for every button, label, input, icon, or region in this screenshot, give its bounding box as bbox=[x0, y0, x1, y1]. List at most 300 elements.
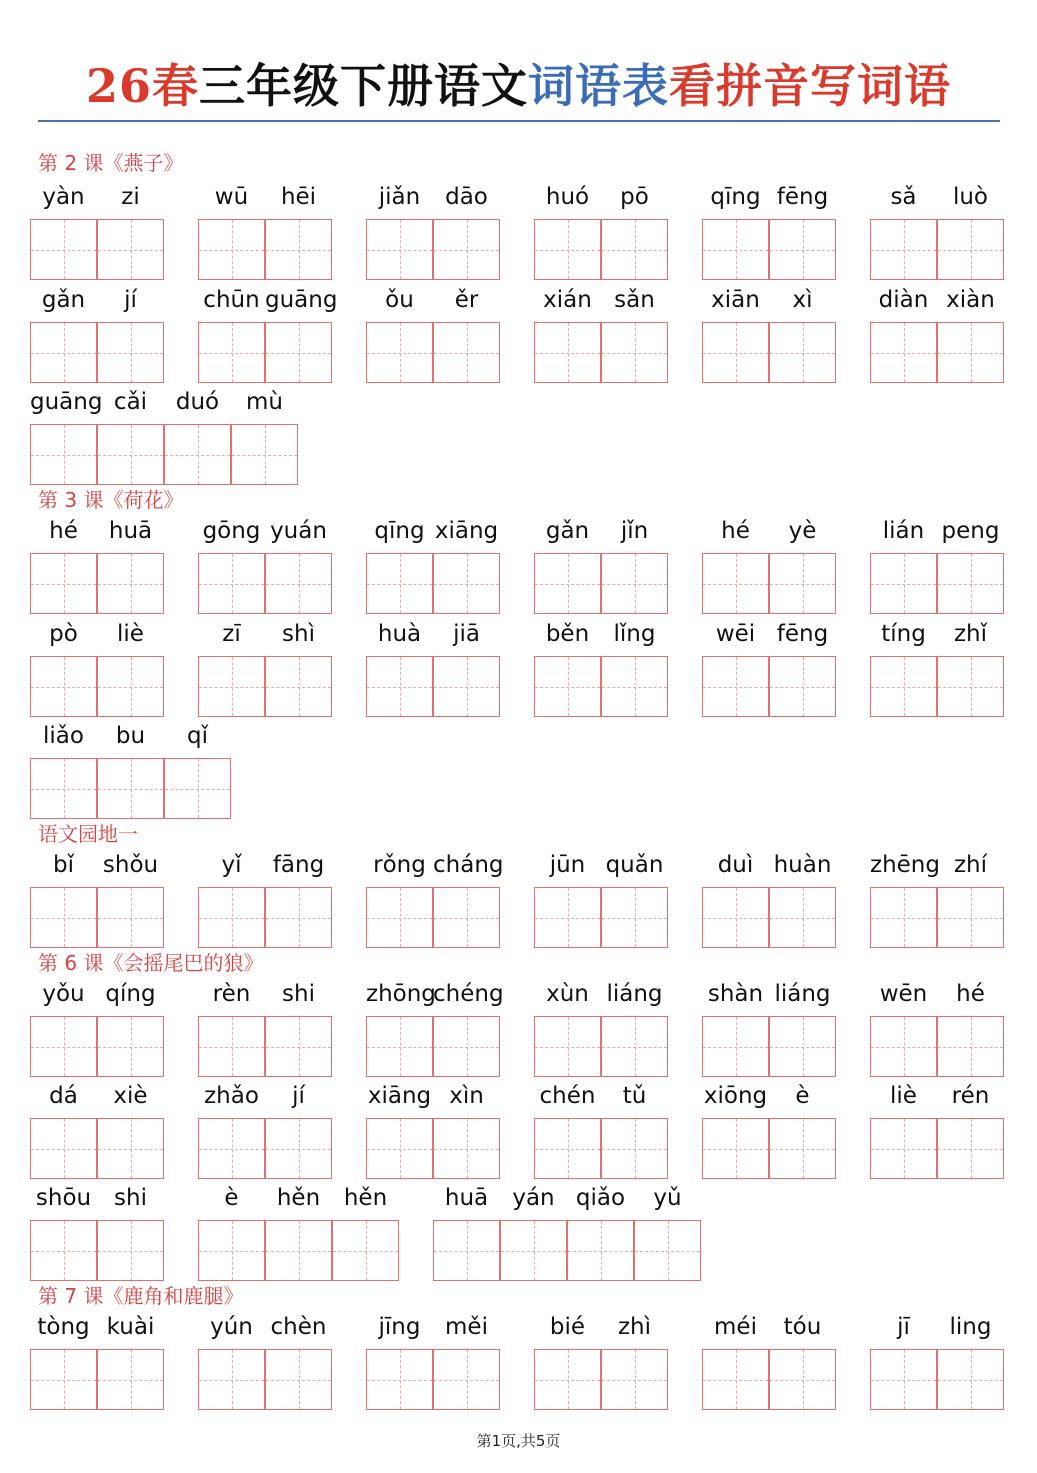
pinyin-label: huàn bbox=[773, 852, 832, 878]
tianzige-writing-box[interactable] bbox=[198, 887, 265, 948]
box-horizontal-guide bbox=[871, 1149, 936, 1150]
box-horizontal-guide bbox=[266, 1149, 331, 1150]
tianzige-writing-box[interactable] bbox=[433, 1118, 500, 1179]
tianzige-writing-box[interactable] bbox=[937, 1016, 1004, 1077]
box-horizontal-guide bbox=[434, 1047, 499, 1048]
box-horizontal-guide bbox=[165, 455, 230, 456]
pinyin-label: guāng bbox=[265, 287, 338, 313]
pinyin-label: xiāng bbox=[367, 1083, 432, 1109]
tianzige-writing-box[interactable] bbox=[534, 656, 601, 717]
page-footer: 第1页,共5页 bbox=[476, 1432, 561, 1450]
pinyin-label: qiǎo bbox=[575, 1185, 626, 1211]
pinyin-label: bǐ bbox=[53, 852, 74, 878]
pinyin-label: qǐ bbox=[187, 723, 208, 749]
pinyin-label: jiǎn bbox=[378, 184, 421, 210]
box-horizontal-guide bbox=[367, 687, 432, 688]
box-horizontal-guide bbox=[871, 918, 936, 919]
tianzige-writing-box[interactable] bbox=[769, 322, 836, 383]
box-horizontal-guide bbox=[770, 1149, 835, 1150]
box-horizontal-guide bbox=[602, 584, 667, 585]
pinyin-label: jǐn bbox=[620, 518, 649, 544]
pinyin-label: xián bbox=[543, 287, 592, 313]
tianzige-writing-box[interactable] bbox=[601, 553, 668, 614]
pinyin-label: fāng bbox=[272, 852, 325, 878]
pinyin-label: yàn bbox=[42, 184, 85, 210]
pinyin-label: gǎn bbox=[41, 287, 86, 313]
pinyin-label: méi bbox=[714, 1314, 757, 1340]
box-horizontal-guide bbox=[703, 250, 768, 251]
pinyin-label: xiāng bbox=[434, 518, 499, 544]
pinyin-label: sǎn bbox=[614, 287, 655, 313]
pinyin-label: lǐng bbox=[613, 621, 656, 647]
tianzige-writing-box[interactable] bbox=[366, 887, 433, 948]
tianzige-writing-box[interactable] bbox=[937, 553, 1004, 614]
tianzige-writing-box[interactable] bbox=[870, 1118, 937, 1179]
tianzige-writing-box[interactable] bbox=[534, 322, 601, 383]
tianzige-writing-box[interactable] bbox=[198, 1118, 265, 1179]
tianzige-writing-box[interactable] bbox=[769, 887, 836, 948]
tianzige-writing-box[interactable] bbox=[164, 758, 231, 819]
tianzige-writing-box[interactable] bbox=[769, 1349, 836, 1410]
box-horizontal-guide bbox=[938, 1047, 1003, 1048]
tianzige-writing-box[interactable] bbox=[702, 219, 769, 280]
pinyin-label: yún bbox=[210, 1314, 253, 1340]
tianzige-writing-box[interactable] bbox=[198, 1016, 265, 1077]
title-divider bbox=[38, 120, 1000, 122]
pinyin-label: cháng bbox=[433, 852, 504, 878]
box-horizontal-guide bbox=[871, 584, 936, 585]
pinyin-label: huā bbox=[108, 518, 153, 544]
lesson-heading: 语文园地一 bbox=[38, 822, 138, 846]
pinyin-label: zhǎo bbox=[204, 1083, 259, 1109]
pinyin-label: è bbox=[795, 1083, 810, 1109]
title-segment: 看拼音写词语 bbox=[669, 59, 951, 113]
box-horizontal-guide bbox=[871, 687, 936, 688]
box-horizontal-guide bbox=[31, 1047, 96, 1048]
pinyin-label: huà bbox=[377, 621, 422, 647]
pinyin-label: chèn bbox=[270, 1314, 327, 1340]
pinyin-label: chéng bbox=[433, 981, 504, 1007]
tianzige-writing-box[interactable] bbox=[534, 553, 601, 614]
box-horizontal-guide bbox=[602, 353, 667, 354]
tianzige-writing-box[interactable] bbox=[937, 322, 1004, 383]
box-horizontal-guide bbox=[199, 1047, 264, 1048]
tianzige-writing-box[interactable] bbox=[433, 219, 500, 280]
tianzige-writing-box[interactable] bbox=[265, 1220, 332, 1281]
box-horizontal-guide bbox=[98, 584, 163, 585]
tianzige-writing-box[interactable] bbox=[769, 219, 836, 280]
pinyin-label: pō bbox=[620, 184, 649, 210]
pinyin-label: duì bbox=[717, 852, 754, 878]
box-horizontal-guide bbox=[266, 1251, 331, 1252]
tianzige-writing-box[interactable] bbox=[433, 322, 500, 383]
tianzige-writing-box[interactable] bbox=[937, 1349, 1004, 1410]
box-horizontal-guide bbox=[98, 1149, 163, 1150]
box-horizontal-guide bbox=[434, 1380, 499, 1381]
tianzige-writing-box[interactable] bbox=[198, 1349, 265, 1410]
box-horizontal-guide bbox=[434, 250, 499, 251]
pinyin-label: tóu bbox=[783, 1314, 822, 1340]
box-horizontal-guide bbox=[938, 1380, 1003, 1381]
tianzige-writing-box[interactable] bbox=[567, 1220, 634, 1281]
tianzige-writing-box[interactable] bbox=[198, 219, 265, 280]
tianzige-writing-box[interactable] bbox=[30, 656, 97, 717]
box-horizontal-guide bbox=[602, 1047, 667, 1048]
tianzige-writing-box[interactable] bbox=[332, 1220, 399, 1281]
pinyin-label: rén bbox=[951, 1083, 990, 1109]
tianzige-writing-box[interactable] bbox=[30, 1220, 97, 1281]
tianzige-writing-box[interactable] bbox=[870, 322, 937, 383]
lesson-heading: 第 6 课《会摇尾巴的狼》 bbox=[38, 951, 264, 975]
box-horizontal-guide bbox=[31, 1251, 96, 1252]
pinyin-label: peng bbox=[941, 518, 1000, 544]
pinyin-label: shi bbox=[114, 1185, 147, 1211]
pinyin-label: mù bbox=[246, 389, 283, 415]
box-horizontal-guide bbox=[535, 1149, 600, 1150]
tianzige-writing-box[interactable] bbox=[702, 322, 769, 383]
box-horizontal-guide bbox=[938, 918, 1003, 919]
pinyin-label: jiā bbox=[453, 621, 480, 647]
tianzige-writing-box[interactable] bbox=[366, 219, 433, 280]
pinyin-label: shǒu bbox=[102, 852, 159, 878]
pinyin-label: ěr bbox=[454, 287, 479, 313]
pinyin-label: quǎn bbox=[605, 852, 664, 878]
box-horizontal-guide bbox=[703, 1380, 768, 1381]
box-horizontal-guide bbox=[938, 687, 1003, 688]
box-horizontal-guide bbox=[434, 1149, 499, 1150]
tianzige-writing-box[interactable] bbox=[601, 1118, 668, 1179]
tianzige-writing-box[interactable] bbox=[97, 219, 164, 280]
tianzige-writing-box[interactable] bbox=[601, 1349, 668, 1410]
box-horizontal-guide bbox=[266, 1380, 331, 1381]
box-horizontal-guide bbox=[938, 584, 1003, 585]
box-horizontal-guide bbox=[535, 1047, 600, 1048]
box-horizontal-guide bbox=[770, 918, 835, 919]
tianzige-writing-box[interactable] bbox=[769, 656, 836, 717]
box-horizontal-guide bbox=[98, 687, 163, 688]
tianzige-writing-box[interactable] bbox=[433, 553, 500, 614]
box-horizontal-guide bbox=[31, 1149, 96, 1150]
pinyin-label: fēng bbox=[776, 621, 829, 647]
tianzige-writing-box[interactable] bbox=[870, 553, 937, 614]
pinyin-label: yán bbox=[512, 1185, 555, 1211]
pinyin-label: ling bbox=[949, 1314, 992, 1340]
pinyin-label: duó bbox=[175, 389, 220, 415]
title-segment: 26春 bbox=[85, 59, 199, 113]
box-horizontal-guide bbox=[98, 250, 163, 251]
box-horizontal-guide bbox=[770, 584, 835, 585]
tianzige-writing-box[interactable] bbox=[433, 1349, 500, 1410]
box-horizontal-guide bbox=[703, 584, 768, 585]
pinyin-label: xiān bbox=[711, 287, 760, 313]
pinyin-label: gǎn bbox=[545, 518, 590, 544]
tianzige-writing-box[interactable] bbox=[870, 887, 937, 948]
box-horizontal-guide bbox=[31, 789, 96, 790]
pinyin-label: cǎi bbox=[113, 389, 148, 415]
pinyin-label: hěn bbox=[276, 1185, 321, 1211]
tianzige-writing-box[interactable] bbox=[366, 1118, 433, 1179]
tianzige-writing-box[interactable] bbox=[198, 656, 265, 717]
box-horizontal-guide bbox=[367, 1047, 432, 1048]
tianzige-writing-box[interactable] bbox=[30, 322, 97, 383]
tianzige-writing-box[interactable] bbox=[97, 322, 164, 383]
pinyin-label: chūn bbox=[203, 287, 260, 313]
box-horizontal-guide bbox=[535, 584, 600, 585]
lesson-heading: 第 7 课《鹿角和鹿腿》 bbox=[38, 1284, 244, 1308]
tianzige-writing-box[interactable] bbox=[198, 1220, 265, 1281]
box-horizontal-guide bbox=[266, 250, 331, 251]
tianzige-writing-box[interactable] bbox=[30, 424, 97, 485]
box-horizontal-guide bbox=[434, 353, 499, 354]
box-horizontal-guide bbox=[635, 1251, 700, 1252]
pinyin-label: xì bbox=[792, 287, 813, 313]
tianzige-writing-box[interactable] bbox=[769, 1016, 836, 1077]
pinyin-label: dá bbox=[49, 1083, 78, 1109]
tianzige-writing-box[interactable] bbox=[702, 1118, 769, 1179]
pinyin-label: běn bbox=[545, 621, 590, 647]
box-horizontal-guide bbox=[98, 455, 163, 456]
box-horizontal-guide bbox=[31, 250, 96, 251]
pinyin-label: liè bbox=[117, 621, 144, 647]
tianzige-writing-box[interactable] bbox=[265, 887, 332, 948]
pinyin-label: bu bbox=[115, 723, 146, 749]
box-horizontal-guide bbox=[333, 1251, 398, 1252]
tianzige-writing-box[interactable] bbox=[366, 553, 433, 614]
box-horizontal-guide bbox=[501, 1251, 566, 1252]
tianzige-writing-box[interactable] bbox=[265, 322, 332, 383]
tianzige-writing-box[interactable] bbox=[366, 656, 433, 717]
tianzige-writing-box[interactable] bbox=[30, 1118, 97, 1179]
tianzige-writing-box[interactable] bbox=[366, 1349, 433, 1410]
title-segment: 词语表 bbox=[528, 59, 669, 113]
pinyin-label: hé bbox=[956, 981, 985, 1007]
box-horizontal-guide bbox=[602, 1149, 667, 1150]
tianzige-writing-box[interactable] bbox=[198, 322, 265, 383]
tianzige-writing-box[interactable] bbox=[702, 656, 769, 717]
box-horizontal-guide bbox=[938, 1149, 1003, 1150]
box-horizontal-guide bbox=[31, 687, 96, 688]
tianzige-writing-box[interactable] bbox=[97, 1016, 164, 1077]
tianzige-writing-box[interactable] bbox=[97, 887, 164, 948]
tianzige-writing-box[interactable] bbox=[30, 1349, 97, 1410]
tianzige-writing-box[interactable] bbox=[97, 1349, 164, 1410]
box-horizontal-guide bbox=[266, 1047, 331, 1048]
tianzige-writing-box[interactable] bbox=[265, 1016, 332, 1077]
box-horizontal-guide bbox=[703, 918, 768, 919]
box-horizontal-guide bbox=[703, 353, 768, 354]
tianzige-writing-box[interactable] bbox=[601, 887, 668, 948]
tianzige-writing-box[interactable] bbox=[97, 656, 164, 717]
pinyin-label: xiàn bbox=[946, 287, 995, 313]
box-horizontal-guide bbox=[535, 918, 600, 919]
tianzige-writing-box[interactable] bbox=[870, 219, 937, 280]
box-horizontal-guide bbox=[871, 1380, 936, 1381]
tianzige-writing-box[interactable] bbox=[937, 219, 1004, 280]
box-horizontal-guide bbox=[703, 1149, 768, 1150]
tianzige-writing-box[interactable] bbox=[433, 887, 500, 948]
pinyin-label: xùn bbox=[546, 981, 589, 1007]
tianzige-writing-box[interactable] bbox=[534, 887, 601, 948]
tianzige-writing-box[interactable] bbox=[366, 1016, 433, 1077]
box-horizontal-guide bbox=[770, 1380, 835, 1381]
tianzige-writing-box[interactable] bbox=[30, 219, 97, 280]
box-horizontal-guide bbox=[98, 1047, 163, 1048]
pinyin-label: yǔ bbox=[653, 1185, 682, 1211]
tianzige-writing-box[interactable] bbox=[937, 1118, 1004, 1179]
pinyin-label: zhì bbox=[617, 1314, 652, 1340]
box-horizontal-guide bbox=[266, 687, 331, 688]
pinyin-label: zhōng bbox=[366, 981, 436, 1007]
tianzige-writing-box[interactable] bbox=[634, 1220, 701, 1281]
pinyin-label: zhí bbox=[953, 852, 988, 878]
tianzige-writing-box[interactable] bbox=[500, 1220, 567, 1281]
pinyin-label: shi bbox=[282, 981, 315, 1007]
pinyin-label: qīng bbox=[710, 184, 761, 210]
tianzige-writing-box[interactable] bbox=[231, 424, 298, 485]
pinyin-label: qíng bbox=[105, 981, 156, 1007]
tianzige-writing-box[interactable] bbox=[198, 553, 265, 614]
box-horizontal-guide bbox=[31, 918, 96, 919]
box-horizontal-guide bbox=[535, 1380, 600, 1381]
pinyin-label: měi bbox=[445, 1314, 488, 1340]
box-horizontal-guide bbox=[199, 353, 264, 354]
tianzige-writing-box[interactable] bbox=[937, 656, 1004, 717]
tianzige-writing-box[interactable] bbox=[534, 1349, 601, 1410]
pinyin-label: wū bbox=[214, 184, 249, 210]
tianzige-writing-box[interactable] bbox=[30, 758, 97, 819]
pinyin-label: liáng bbox=[606, 981, 663, 1007]
tianzige-writing-box[interactable] bbox=[702, 553, 769, 614]
pinyin-label: yuán bbox=[270, 518, 327, 544]
box-horizontal-guide bbox=[199, 584, 264, 585]
pinyin-label: jīng bbox=[378, 1314, 421, 1340]
box-horizontal-guide bbox=[602, 250, 667, 251]
box-horizontal-guide bbox=[199, 918, 264, 919]
box-horizontal-guide bbox=[367, 250, 432, 251]
pinyin-label: dāo bbox=[445, 184, 488, 210]
box-horizontal-guide bbox=[434, 584, 499, 585]
box-horizontal-guide bbox=[165, 789, 230, 790]
tianzige-writing-box[interactable] bbox=[265, 1118, 332, 1179]
box-horizontal-guide bbox=[199, 1380, 264, 1381]
pinyin-label: è bbox=[224, 1185, 239, 1211]
tianzige-writing-box[interactable] bbox=[30, 1016, 97, 1077]
tianzige-writing-box[interactable] bbox=[265, 656, 332, 717]
pinyin-label: shàn bbox=[707, 981, 764, 1007]
box-horizontal-guide bbox=[199, 1251, 264, 1252]
box-horizontal-guide bbox=[602, 918, 667, 919]
tianzige-writing-box[interactable] bbox=[97, 424, 164, 485]
tianzige-writing-box[interactable] bbox=[601, 322, 668, 383]
box-horizontal-guide bbox=[602, 1380, 667, 1381]
box-horizontal-guide bbox=[98, 1251, 163, 1252]
box-horizontal-guide bbox=[535, 353, 600, 354]
tianzige-writing-box[interactable] bbox=[534, 219, 601, 280]
box-horizontal-guide bbox=[703, 687, 768, 688]
tianzige-writing-box[interactable] bbox=[702, 1016, 769, 1077]
tianzige-writing-box[interactable] bbox=[601, 219, 668, 280]
tianzige-writing-box[interactable] bbox=[30, 887, 97, 948]
box-horizontal-guide bbox=[568, 1251, 633, 1252]
pinyin-label: zhēng bbox=[870, 852, 940, 878]
tianzige-writing-box[interactable] bbox=[769, 1118, 836, 1179]
box-horizontal-guide bbox=[199, 1149, 264, 1150]
pinyin-label: tíng bbox=[881, 621, 926, 647]
tianzige-writing-box[interactable] bbox=[601, 1016, 668, 1077]
tianzige-writing-box[interactable] bbox=[30, 553, 97, 614]
pinyin-label: shōu bbox=[35, 1185, 92, 1211]
box-horizontal-guide bbox=[434, 687, 499, 688]
pinyin-label: yè bbox=[788, 518, 817, 544]
tianzige-writing-box[interactable] bbox=[702, 1349, 769, 1410]
pinyin-label: hé bbox=[721, 518, 750, 544]
pinyin-label: liǎo bbox=[43, 723, 84, 749]
tianzige-writing-box[interactable] bbox=[702, 887, 769, 948]
tianzige-writing-box[interactable] bbox=[97, 553, 164, 614]
pinyin-label: rǒng bbox=[373, 852, 426, 878]
box-horizontal-guide bbox=[770, 250, 835, 251]
tianzige-writing-box[interactable] bbox=[97, 1220, 164, 1281]
tianzige-writing-box[interactable] bbox=[265, 219, 332, 280]
pinyin-label: huā bbox=[444, 1185, 489, 1211]
pinyin-label: fēng bbox=[776, 184, 829, 210]
pinyin-label: hé bbox=[49, 518, 78, 544]
tianzige-writing-box[interactable] bbox=[870, 1016, 937, 1077]
pinyin-label: zhǐ bbox=[953, 621, 988, 647]
tianzige-writing-box[interactable] bbox=[97, 1118, 164, 1179]
box-horizontal-guide bbox=[770, 687, 835, 688]
tianzige-writing-box[interactable] bbox=[433, 1016, 500, 1077]
tianzige-writing-box[interactable] bbox=[265, 553, 332, 614]
pinyin-label: yǐ bbox=[221, 852, 242, 878]
box-horizontal-guide bbox=[434, 1251, 499, 1252]
pinyin-label: lián bbox=[882, 518, 925, 544]
pinyin-label: yǒu bbox=[42, 981, 85, 1007]
pinyin-label: bié bbox=[549, 1314, 586, 1340]
box-horizontal-guide bbox=[232, 455, 297, 456]
page-title bbox=[0, 56, 1037, 120]
tianzige-writing-box[interactable] bbox=[769, 553, 836, 614]
tianzige-writing-box[interactable] bbox=[265, 1349, 332, 1410]
tianzige-writing-box[interactable] bbox=[870, 656, 937, 717]
pinyin-label: jūn bbox=[549, 852, 586, 878]
pinyin-label: jī bbox=[897, 1314, 910, 1340]
tianzige-writing-box[interactable] bbox=[97, 758, 164, 819]
tianzige-writing-box[interactable] bbox=[534, 1016, 601, 1077]
tianzige-writing-box[interactable] bbox=[601, 656, 668, 717]
pinyin-label: guāng bbox=[30, 389, 103, 415]
tianzige-writing-box[interactable] bbox=[870, 1349, 937, 1410]
box-horizontal-guide bbox=[98, 353, 163, 354]
box-horizontal-guide bbox=[871, 250, 936, 251]
box-horizontal-guide bbox=[367, 353, 432, 354]
box-horizontal-guide bbox=[31, 584, 96, 585]
pinyin-label: ǒu bbox=[385, 287, 414, 313]
pinyin-label: liáng bbox=[774, 981, 831, 1007]
pinyin-label: xiè bbox=[113, 1083, 148, 1109]
tianzige-writing-box[interactable] bbox=[366, 322, 433, 383]
tianzige-writing-box[interactable] bbox=[433, 1220, 500, 1281]
tianzige-writing-box[interactable] bbox=[534, 1118, 601, 1179]
lesson-heading: 第 3 课《荷花》 bbox=[38, 488, 184, 512]
pinyin-label: zī bbox=[222, 621, 241, 647]
pinyin-label: diàn bbox=[878, 287, 929, 313]
box-horizontal-guide bbox=[31, 455, 96, 456]
pinyin-label: pò bbox=[49, 621, 78, 647]
tianzige-writing-box[interactable] bbox=[164, 424, 231, 485]
tianzige-writing-box[interactable] bbox=[433, 656, 500, 717]
tianzige-writing-box[interactable] bbox=[937, 887, 1004, 948]
